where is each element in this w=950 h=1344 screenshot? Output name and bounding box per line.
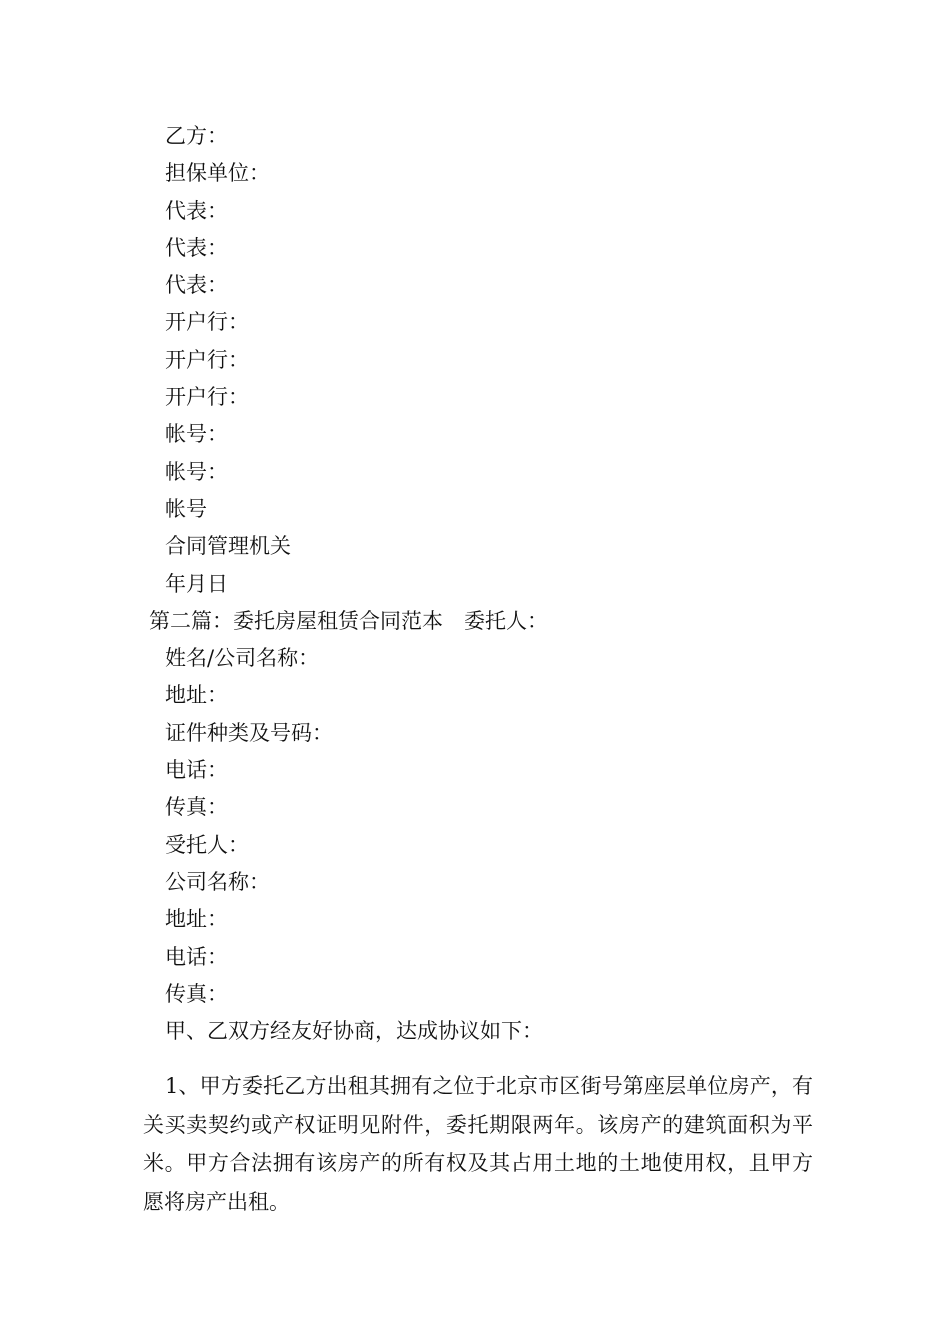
trustee-label: 受托人：: [165, 832, 249, 857]
name-company-label: 姓名/公司名称：: [165, 646, 320, 671]
account-label: 帐号：: [165, 459, 228, 484]
bank-label: 开户行：: [165, 347, 249, 372]
section-heading: 第二篇：委托房屋租赁合同范本 委托人：: [149, 608, 548, 633]
representative-label: 代表：: [165, 235, 228, 260]
date-label: 年月日: [165, 571, 228, 596]
id-type-number-label: 证件种类及号码：: [165, 720, 333, 745]
representative-label: 代表：: [165, 198, 228, 223]
company-name-label: 公司名称：: [165, 869, 270, 894]
fax-label: 传真：: [165, 981, 228, 1006]
phone-label: 电话：: [165, 758, 228, 783]
guarantor-label: 担保单位：: [165, 161, 270, 186]
contract-authority-label: 合同管理机关: [165, 534, 291, 559]
document-body: [0, 118, 950, 1050]
account-label: 帐号：: [165, 422, 228, 447]
fax-label: 传真：: [165, 795, 228, 820]
representative-label: 代表：: [165, 273, 228, 298]
account-label: 帐号: [165, 496, 207, 521]
address-label: 地址：: [165, 907, 228, 932]
bank-label: 开户行：: [165, 385, 249, 410]
clause-1-paragraph: 1、甲方委托乙方出租其拥有之位于北京市区街号第座层单位房产，有关买卖契约或产权证明见附件，委托期限两年。该房产的建筑面积为平米。甲方合法拥有该房产的所有权及其占用土地的土地使用权，且甲方愿将房产出租。: [143, 1074, 813, 1214]
agreement-intro: 甲、乙双方经友好协商，达成协议如下：: [165, 1019, 543, 1044]
bank-label: 开户行：: [165, 310, 249, 335]
address-label: 地址：: [165, 683, 228, 708]
party-b-label: 乙方：: [165, 124, 228, 148]
phone-label: 电话：: [165, 944, 228, 969]
